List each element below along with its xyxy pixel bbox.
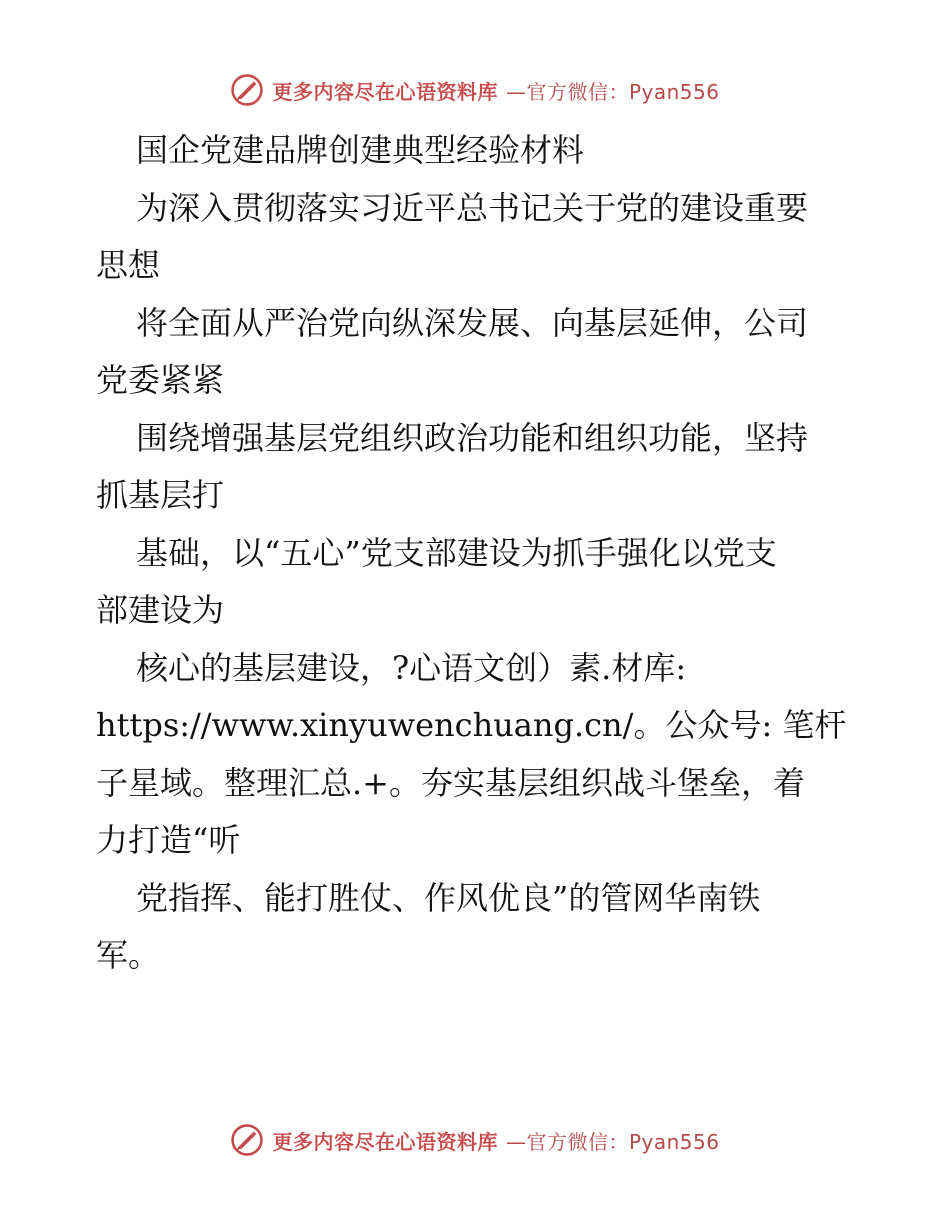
watermark-main-text: 更多内容尽在心语资料库 (272, 79, 498, 104)
document-line-9: 核心的基层建设，?心语文创）素.材库: (136, 648, 687, 687)
document-line-2: 思想 (96, 246, 161, 284)
watermark-sub-text: —官方微信：Pyan556 (505, 79, 720, 104)
document-line-12: 力打造“听 (96, 821, 241, 859)
pen-logo-icon (230, 73, 264, 107)
pen-logo-icon (230, 1123, 264, 1157)
footer-watermark (0, 1120, 950, 1160)
document-line-1: 为深入贯彻落实习近平总书记关于党的建设重要 (136, 188, 809, 227)
document-body (96, 122, 856, 985)
document-line-6: 抓基层打 (96, 476, 225, 514)
watermark-main-text: 更多内容尽在心语资料库 (272, 1129, 498, 1154)
document-line-14: 军。 (96, 936, 161, 974)
document-line-3: 将全面从严治党向纵深发展、向基层延伸，公司 (136, 303, 809, 342)
watermark-sub-text: —官方微信：Pyan556 (505, 1129, 720, 1154)
document-line-5: 围绕增强基层党组织政治功能和组织功能，坚持 (136, 418, 809, 457)
document-line-10: https://www.xinyuwenchuang.cn/。公众号: 笔杆 (96, 706, 847, 744)
document-line-8: 部建设为 (96, 591, 225, 629)
document-line-13: 党指挥、能打胜仗、作风优良”的管网华南铁 (136, 878, 761, 917)
header-watermark (0, 70, 950, 110)
document-line-7: 基础，以“五心”党支部建设为抓手强化以党支 (136, 533, 777, 572)
document-line-4: 党委紧紧 (96, 361, 225, 399)
document-title: 国企党建品牌创建典型经验材料 (136, 131, 585, 169)
document-line-11: 子星域。整理汇总.+。夯实基层组织战斗堡垒，着 (96, 763, 805, 802)
